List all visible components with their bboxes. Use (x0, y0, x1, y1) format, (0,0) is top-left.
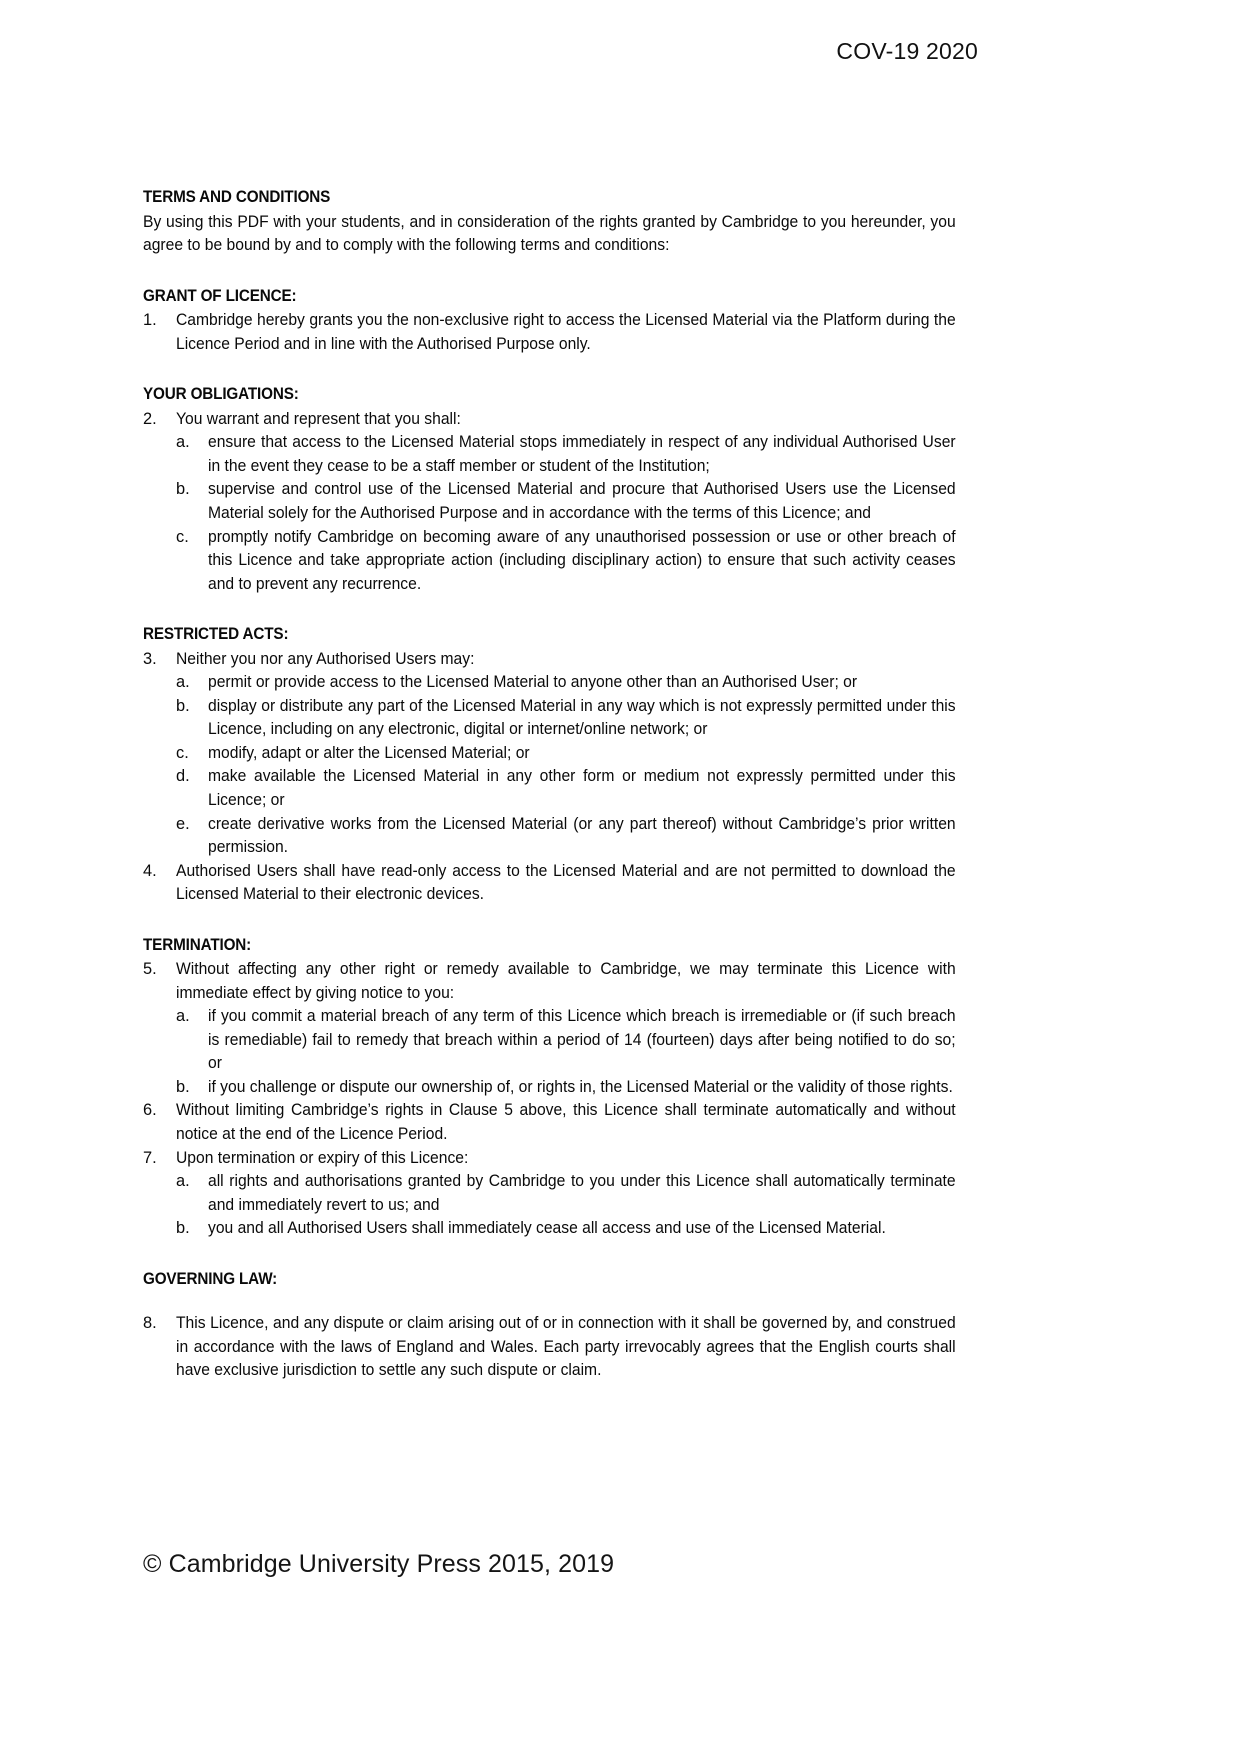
subclause-item (176, 431, 955, 478)
section-heading: RESTRICTED ACTS: (143, 625, 289, 644)
clause-number: 2. (143, 409, 157, 428)
subclause-letter: b. (176, 1077, 190, 1096)
clause-number: 1. (143, 311, 157, 330)
clause-list (143, 648, 955, 907)
section-spacer (143, 356, 955, 383)
subclause-text: if you challenge or dispute our ownership of, or rights in, the Licensed Material or the validity of those rights. (208, 1077, 953, 1096)
clause-text: Without limiting Cambridge’s rights in Clause 5 above, this Licence shall terminate automatically and without notice at the end of the Licence Period. (176, 1101, 956, 1143)
clause-number: 6. (143, 1101, 157, 1120)
subclause-text: if you commit a material breach of any term of this Licence which breach is irremediable or (if such breach is remediable) fail to remedy that breach within a period of 14 (fourteen) days after being notified to do so; or (208, 1007, 956, 1073)
section-spacer (143, 1241, 955, 1268)
clause-item (143, 1312, 955, 1383)
clause-text: Authorised Users shall have read-only access to the Licensed Material and are not permitted to download the Licensed Material to their electronic devices. (176, 861, 956, 904)
subclause-item (176, 671, 955, 695)
document-body (143, 186, 955, 1383)
subclause-list (176, 671, 955, 859)
subclause-list (176, 1005, 955, 1099)
section-spacer (143, 258, 955, 285)
clause-item (143, 958, 955, 1005)
clause-item (143, 1147, 955, 1171)
clause-item (143, 860, 955, 907)
subclause-text: make available the Licensed Material in any other form or medium not expressly permitted under this Licence; or (208, 767, 956, 809)
clause-text: Upon termination or expiry of this Licence: (176, 1148, 469, 1167)
subclause-letter: b. (176, 696, 190, 715)
subclause-item (176, 1217, 955, 1241)
subclause-letter: a. (176, 1172, 190, 1191)
clause-list (143, 958, 955, 1240)
subclause-text: promptly notify Cambridge on becoming aware of any unauthorised possession or use or other breach of this Licence and take appropriate action (including disciplinary action) to ensure that such activity ceases and to prevent any recurrence. (208, 527, 956, 593)
subclause-group (143, 1005, 955, 1099)
terms-intro-paragraph: By using this PDF with your students, and in consideration of the rights granted by Cambridge to you hereunder, you agree to be bound by and to comply with the following terms and conditions: (143, 212, 956, 255)
clause-text: Without affecting any other right or remedy available to Cambridge, we may terminate this Licence with immediate effect by giving notice to you: (176, 960, 956, 1002)
subclause-item (176, 695, 955, 742)
clause-list (143, 1312, 955, 1383)
subclause-group (143, 1170, 955, 1241)
subclause-item (176, 1170, 955, 1217)
subclause-letter: b. (176, 480, 190, 499)
footer-copyright: © Cambridge University Press 2015, 2019 (143, 1550, 615, 1578)
subclause-letter: a. (176, 673, 190, 692)
subclause-letter: c. (176, 743, 189, 762)
section-heading: TERMINATION: (143, 935, 252, 954)
clause-item (143, 648, 955, 672)
subclause-letter: c. (176, 527, 189, 546)
subclause-letter: d. (176, 767, 190, 786)
subclause-list (176, 1170, 955, 1241)
subclause-text: permit or provide access to the Licensed Material to anyone other than an Authorised User; or (208, 673, 858, 692)
clause-item (143, 408, 955, 432)
subclause-item (176, 1076, 955, 1100)
sections-container (143, 258, 955, 1383)
subclause-letter: b. (176, 1219, 190, 1238)
subclause-text: display or distribute any part of the Licensed Material in any way which is not expressly permitted under this Licence, including on any electronic, digital or internet/online network; or (208, 696, 956, 739)
subclause-item (176, 478, 955, 525)
subclause-item (176, 1005, 955, 1076)
subclause-text: modify, adapt or alter the Licensed Material; or (208, 743, 530, 762)
clause-number: 8. (143, 1314, 157, 1333)
subclause-text: supervise and control use of the Licensed Material and procure that Authorised Users use the Licensed Material solely for the Authorised Purpose and in accordance with the terms of this Licence; and (208, 480, 956, 523)
subclause-letter: a. (176, 433, 190, 452)
clause-text: Cambridge hereby grants you the non-exclusive right to access the Licensed Material via the Platform during the Licence Period and in line with the Authorised Purpose only. (176, 311, 956, 353)
section-spacer (143, 907, 955, 934)
clause-number: 3. (143, 649, 157, 668)
clause-text: You warrant and represent that you shall: (176, 409, 461, 428)
subclause-text: create derivative works from the Licensed Material (or any part thereof) without Cambridge’s prior written permission. (208, 814, 956, 857)
clause-item (143, 1099, 955, 1146)
subclause-group (143, 671, 955, 859)
terms-title: TERMS AND CONDITIONS (143, 188, 331, 206)
clause-number: 4. (143, 861, 157, 880)
clause-text: This Licence, and any dispute or claim arising out of or in connection with it shall be governed by, and construed in accordance with the laws of England and Wales. Each party irrevocably agrees that the English courts shall have exclusive jurisdiction to settle any such dispute or claim. (176, 1314, 956, 1380)
section-heading: YOUR OBLIGATIONS: (143, 385, 299, 404)
section-heading: GRANT OF LICENCE: (143, 286, 297, 305)
subclause-text: you and all Authorised Users shall immediately cease all access and use of the Licensed Material. (208, 1219, 886, 1238)
subclause-group (143, 431, 955, 596)
subclause-letter: a. (176, 1007, 190, 1026)
clause-number: 5. (143, 960, 157, 979)
subclause-item (176, 765, 955, 812)
section-spacer (143, 596, 955, 623)
subclause-item (176, 526, 955, 597)
subclause-text: ensure that access to the Licensed Material stops immediately in respect of any individual Authorised User in the event they cease to be a staff member or student of the Institution; (208, 433, 956, 475)
clause-list (143, 408, 955, 596)
subclause-text: all rights and authorisations granted by Cambridge to you under this Licence shall automatically terminate and immediately revert to us; and (208, 1172, 956, 1214)
subclause-item (176, 813, 955, 860)
page-header-reference: COV-19 2020 (836, 38, 978, 64)
subclause-item (176, 742, 955, 766)
section-heading: GOVERNING LAW: (143, 1269, 278, 1288)
subclause-list (176, 431, 955, 596)
clause-text: Neither you nor any Authorised Users may: (176, 649, 475, 668)
clause-number: 7. (143, 1148, 157, 1167)
clause-item (143, 309, 955, 356)
subclause-letter: e. (176, 814, 190, 833)
clause-list (143, 309, 955, 356)
